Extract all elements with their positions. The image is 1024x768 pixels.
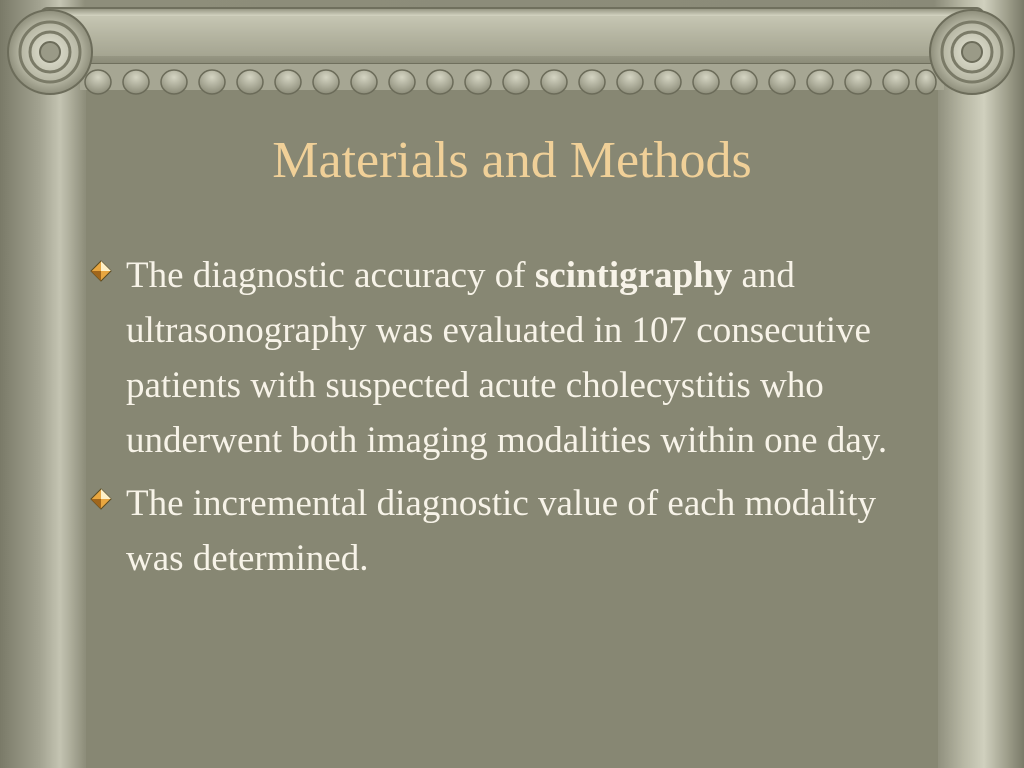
bullet-text-start: The diagnostic accuracy of (126, 255, 535, 296)
bullet-item (86, 248, 916, 468)
bullet-text-bold: scintigraphy (534, 255, 733, 296)
column-capital (0, 0, 1024, 95)
slide-title: Materials and Methods (272, 132, 752, 189)
scroll-volute-icon (930, 10, 1014, 94)
scroll-volute-icon (8, 10, 92, 94)
bullet-item (86, 476, 916, 586)
diamond-bullet-icon (90, 488, 112, 510)
column-right (934, 0, 1024, 768)
bullet-text-end: and ultrasonography was evaluated in 107 consecutive patients with suspected acute cholecystitis who underwent both imaging modalities within one day. (126, 255, 888, 461)
bullet-text: The incremental diagnostic value of each modality was determined. (126, 483, 876, 579)
bullet-list (86, 248, 916, 594)
diamond-bullet-icon (90, 260, 112, 282)
